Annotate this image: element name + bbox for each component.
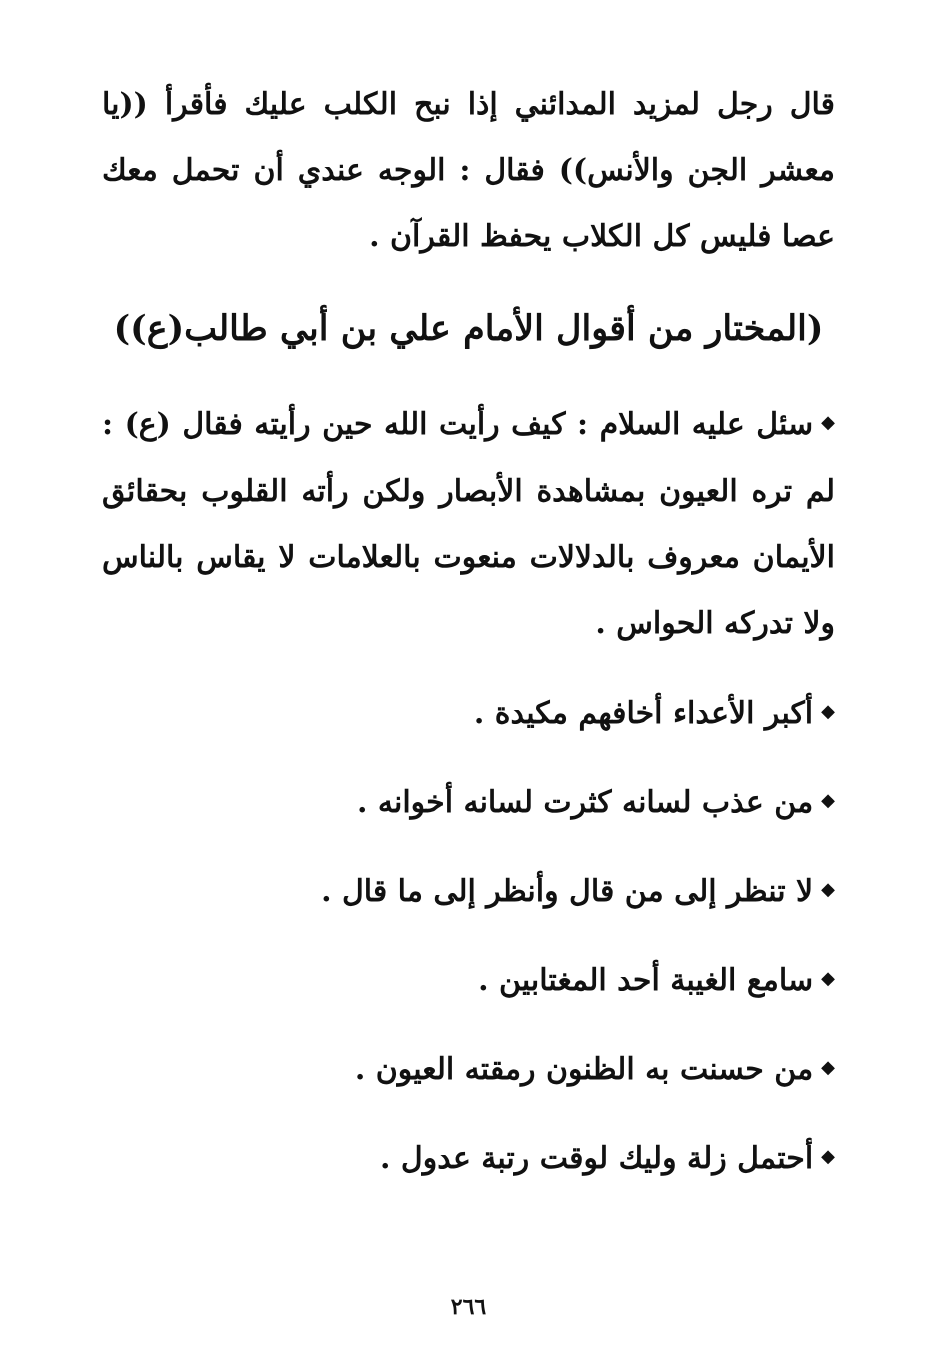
saying-text: لا تنظر إلى من قال وأنظر إلى ما قال .: [321, 874, 814, 909]
saying-item: [102, 684, 835, 745]
diamond-bullet-icon: ◆: [821, 968, 835, 989]
saying-text: أكبر الأعداء أخافهم مكيدة .: [473, 696, 814, 731]
saying-text: من حسنت به الظنون رمقته العيون .: [354, 1052, 814, 1087]
diamond-bullet-icon: ◆: [821, 790, 835, 811]
first-saying-paragraph: [102, 392, 835, 657]
saying-item: [102, 1129, 835, 1190]
diamond-bullet-icon: ◆: [821, 701, 835, 722]
diamond-bullet-icon: ◆: [821, 412, 835, 433]
saying-item: [102, 1040, 835, 1101]
diamond-bullet-icon: ◆: [821, 1057, 835, 1078]
section-heading: (المختار من أقوال الأمام علي بن أبي طالب(ع)): [113, 308, 824, 349]
saying-item: [102, 862, 835, 923]
saying-item: [102, 773, 835, 834]
anecdote-paragraph: قال رجل لمزيد المدائني إذا نبح الكلب عليك فأقرأ ((يا معشر الجن والأنس)) فقال : الوجه عندي أن تحمل معك عصا فليس كل الكلاب يحفظ القرآن .: [102, 87, 835, 254]
first-saying-text: سئل عليه السلام : كيف رأيت الله حين رأيته فقال (ع) : لم تره العيون بمشاهدة الأبصار ولكن رأته القلوب بحقائق الأيمان معروف بالدلالات منعوت بالعلامات لا يقاس بالناس ولا تدركه الحواس .: [102, 407, 835, 641]
saying-text: من عذب لسانه كثرت لسانه أخوانه .: [357, 785, 814, 820]
page-number: ٢٦٦: [450, 1294, 487, 1320]
diamond-bullet-icon: ◆: [821, 1146, 835, 1167]
saying-text: سامع الغيبة أحد المغتابين .: [478, 963, 814, 998]
saying-item: [102, 951, 835, 1012]
diamond-bullet-icon: ◆: [821, 879, 835, 900]
saying-text: أحتمل زلة وليك لوقت رتبة عدول .: [380, 1141, 814, 1176]
